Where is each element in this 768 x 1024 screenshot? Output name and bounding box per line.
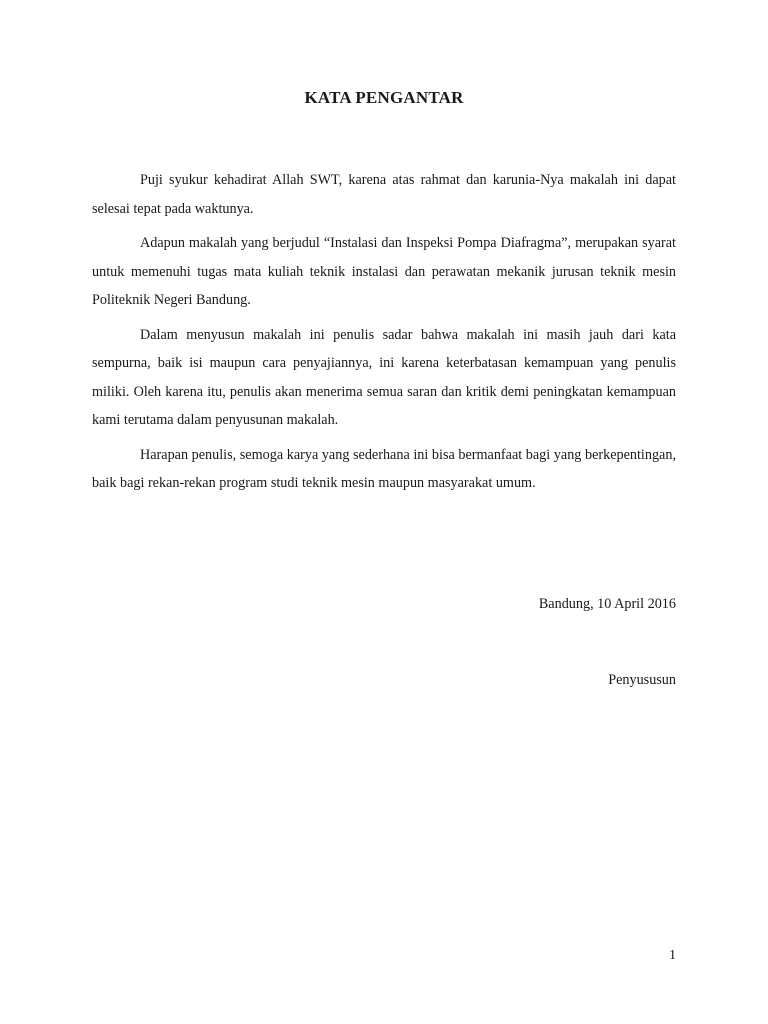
place-date: Bandung, 10 April 2016 (538, 596, 676, 612)
body-text (92, 166, 676, 504)
paragraph-limitations: Dalam menyusun makalah ini penulis sadar bahwa makalah ini masih jauh dari kata sempurna, baik isi maupun cara penyajiannya, ini karena keterbatasan kemampuan yang penulis miliki. Oleh karena itu, penulis akan menerima semua saran dan kritik demi peningkatan kemampuan kami terutama dalam penyusunan makalah. (92, 326, 676, 428)
paragraph-purpose: Adapun makalah yang berjudul “Instalasi dan Inspeksi Pompa Diafragma”, merupakan syarat untuk memenuhi tugas mata kuliah teknik instalasi dan perawatan mekanik jurusan teknik mesin Politeknik Negeri Bandung. (92, 235, 676, 308)
paragraph-gratitude: Puji syukur kehadirat Allah SWT, karena atas rahmat dan karunia-Nya makalah ini dapat selesai tepat pada waktunya. (92, 172, 676, 217)
page-title: KATA PENGANTAR (304, 88, 464, 107)
author-signature: Penyususun (608, 672, 676, 688)
paragraph-hope: Harapan penulis, semoga karya yang sederhana ini bisa bermanfaat bagi yang berkepentingan, baik bagi rekan-rekan program studi teknik mesin maupun masyarakat umum. (92, 446, 676, 491)
page-number: 1 (669, 948, 676, 963)
